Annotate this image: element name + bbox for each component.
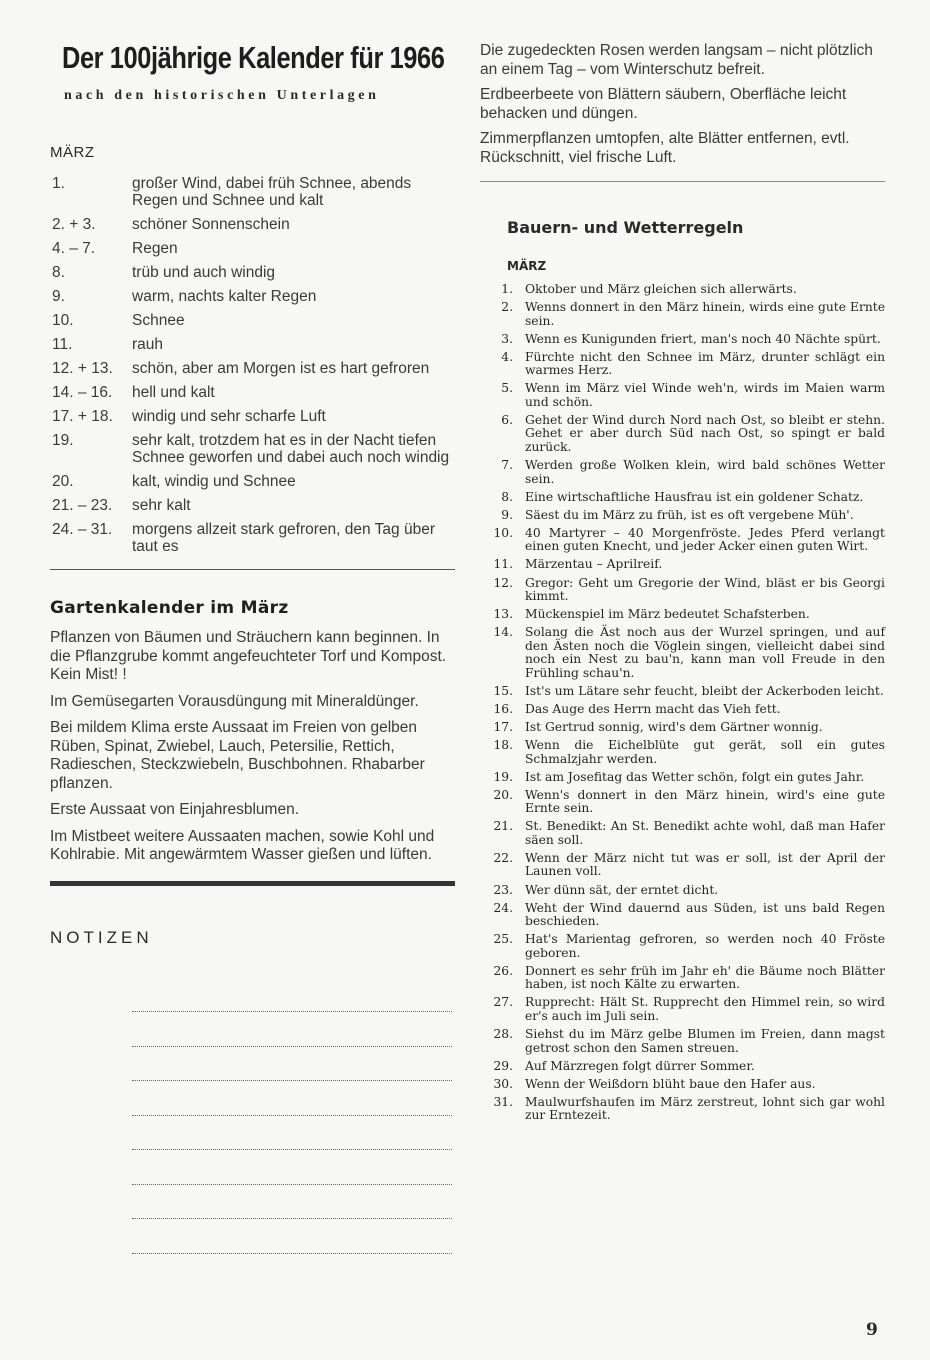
rule-number: 22.	[493, 850, 513, 865]
weather-row	[50, 264, 455, 281]
rule-item	[480, 996, 885, 1023]
rule-number: 21.	[493, 819, 513, 834]
rule-item	[480, 608, 885, 622]
weather-month-label: MÄRZ	[50, 144, 95, 161]
weather-date: 4. – 7.	[52, 240, 96, 257]
rule-number: 8.	[501, 489, 513, 504]
rule-number: 4.	[501, 349, 513, 364]
garden-paragraph: Bei mildem Klima erste Aussaat im Freien von gelben Rüben, Spinat, Zwiebel, Lauch, Petersilie, Rettich, Radieschen, Steckzwiebeln, Buschbohnen. Rhabarber pflanzen.	[50, 719, 425, 792]
notes-line[interactable]	[132, 1116, 452, 1151]
weather-date: 17. + 18.	[52, 408, 113, 425]
weather-row	[50, 408, 455, 425]
rule-number: 1.	[501, 282, 513, 296]
weather-date: 8.	[52, 264, 65, 281]
right-column	[480, 42, 885, 1127]
rule-text: Gregor: Geht um Gregorie der Wind, bläst er bis Georgi kimmt.	[525, 575, 885, 604]
weather-description: schöner Sonnenschein	[132, 216, 290, 233]
rule-item	[480, 491, 885, 505]
rule-number: 2.	[501, 300, 513, 315]
rule-text: Wenns donnert in den März hinein, wirds eine gute Ernte sein.	[525, 300, 885, 328]
weather-row	[50, 432, 455, 466]
rule-number: 15.	[493, 683, 513, 698]
rule-item	[480, 558, 885, 572]
rule-text: Gehet der Wind durch Nord nach Ost, so bleibt er stehn. Gehet er aber durch Süd nach Ost, so spingt er bald zurück.	[525, 412, 885, 454]
rules-title: Bauern- und Wetterregeln	[507, 218, 744, 237]
left-column	[50, 40, 455, 1254]
weather-date: 2. + 3.	[52, 216, 96, 233]
rule-text: Solang die Äst noch aus der Wurzel springen, und auf den Ästen noch die Vöglein singen, vielleicht dabei sind noch ein Nest zu bau'n, kann man voll Freude in den Frühling schau'n.	[525, 625, 885, 680]
intro-paragraph: Erdbeerbeete von Blättern säubern, Oberfläche leicht behacken und düngen.	[480, 86, 847, 122]
weather-date: 21. – 23.	[52, 497, 113, 514]
rule-text: 40 Martyrer – 40 Morgenfröste. Jedes Pferd verlangt einen guten Knecht, und jeder Acker einen guten Wirt.	[525, 525, 885, 554]
rule-number: 17.	[493, 720, 513, 734]
rule-text: Wenn's donnert in den März hinein, wird's eine gute Ernte sein.	[525, 787, 885, 816]
rule-text: Ist am Josefitag das Wetter schön, folgt ein gutes Jahr.	[525, 769, 865, 784]
rule-number: 27.	[493, 995, 513, 1010]
intro-paragraph: Die zugedeckten Rosen werden langsam – nicht plötzlich an einem Tag – vom Winterschutz befreit.	[480, 42, 873, 78]
weather-description: sehr kalt, trotzdem hat es in der Nacht tiefen Schnee geworfen und dabei auch noch windig	[132, 432, 450, 466]
rules-month-label: MÄRZ	[507, 259, 547, 273]
weather-row	[50, 216, 455, 233]
rule-number: 26.	[493, 963, 513, 978]
weather-row	[50, 336, 455, 353]
rules-list	[480, 283, 885, 1123]
notes-line[interactable]	[132, 1081, 452, 1116]
rule-item	[480, 1096, 885, 1123]
rule-item	[480, 626, 885, 680]
weather-date: 20.	[52, 473, 74, 490]
rule-text: Ist's um Lätare sehr feucht, bleibt der Ackerboden leicht.	[525, 683, 884, 698]
rule-text: Ist Gertrud sonnig, wird's dem Gärtner wonnig.	[525, 720, 823, 734]
weather-row	[50, 312, 455, 329]
rule-item	[480, 1060, 885, 1074]
rule-item	[480, 771, 885, 785]
weather-row	[50, 497, 455, 514]
rule-number: 24.	[493, 900, 513, 915]
weather-description: warm, nachts kalter Regen	[132, 288, 317, 305]
rule-number: 31.	[493, 1094, 513, 1109]
notes-line[interactable]	[132, 978, 452, 1013]
rule-item	[480, 414, 885, 455]
rule-text: Maulwurfshaufen im März zerstreut, lohnt sich gar wohl zur Erntezeit.	[525, 1094, 885, 1123]
rule-text: Werden große Wolken klein, wird bald schönes Wetter sein.	[525, 458, 885, 486]
rule-item	[480, 721, 885, 735]
rule-item	[480, 820, 885, 847]
notes-line[interactable]	[132, 1012, 452, 1047]
rule-number: 30.	[493, 1076, 513, 1091]
weather-table	[50, 175, 455, 555]
garden-paragraph: Im Mistbeet weitere Aussaaten machen, sowie Kohl und Kohlrabie. Mit angewärmtem Wasser gießen und lüften.	[50, 827, 435, 863]
rule-item	[480, 509, 885, 523]
rule-number: 3.	[501, 331, 513, 346]
notes-line[interactable]	[132, 1185, 452, 1220]
rule-item	[480, 1028, 885, 1055]
rule-text: Wenn der März nicht tut was er soll, ist der April der Launen voll.	[525, 850, 885, 879]
rule-number: 12.	[493, 575, 513, 590]
rule-text: Das Auge des Herrn macht das Vieh fett.	[525, 701, 781, 716]
rule-number: 28.	[493, 1027, 513, 1042]
rule-number: 10.	[493, 525, 513, 540]
rule-item	[480, 301, 885, 328]
weather-date: 24. – 31.	[52, 521, 113, 538]
rule-text: Säest du im März zu früh, ist es oft vergebene Müh'.	[525, 507, 854, 522]
rule-item	[480, 739, 885, 766]
weather-date: 1.	[52, 175, 65, 192]
weather-date: 10.	[52, 312, 74, 329]
weather-row	[50, 473, 455, 490]
weather-row	[50, 384, 455, 401]
rule-item	[480, 789, 885, 816]
rule-text: Wenn die Eichelblüte gut gerät, soll ein gutes Schmalzjahr werden.	[525, 738, 885, 766]
rule-item	[480, 283, 885, 297]
rule-item	[480, 351, 885, 378]
weather-date: 9.	[52, 288, 65, 305]
weather-row	[50, 240, 455, 257]
page-subtitle: nach den historischen Unterlagen	[64, 88, 380, 103]
rule-number: 18.	[493, 738, 513, 753]
page-title: Der 100jährige Kalender für 1966	[62, 40, 445, 75]
rule-item	[480, 382, 885, 409]
rule-number: 9.	[501, 507, 513, 522]
rule-item	[480, 685, 885, 699]
notes-title: NOTIZEN	[50, 927, 153, 947]
weather-row	[50, 521, 455, 555]
intro-paragraph: Zimmerpflanzen umtopfen, alte Blätter entfernen, evtl. Rückschnitt, viel frische Luft.	[480, 130, 850, 166]
rule-number: 14.	[493, 625, 513, 640]
weather-row	[50, 175, 455, 209]
weather-date: 11.	[52, 336, 73, 353]
rule-item	[480, 965, 885, 992]
rule-text: Donnert es sehr früh im Jahr eh' die Bäume noch Blätter haben, ist noch Kälte zu erwarten.	[525, 963, 885, 992]
intro-text	[480, 42, 885, 167]
page-number: 9	[866, 1320, 878, 1340]
weather-description: windig und sehr scharfe Luft	[132, 408, 326, 425]
rule-text: St. Benedikt: An St. Benedikt achte wohl, daß man Hafer säen soll.	[525, 819, 885, 847]
rule-text: Wenn es Kunigunden friert, man's noch 40 Nächte spürt.	[525, 331, 881, 346]
notes-line[interactable]	[132, 1047, 452, 1082]
garden-title: Gartenkalender im März	[50, 598, 289, 618]
rule-text: Rupprecht: Hält St. Rupprecht den Himmel rein, so wird er's auch im Juli sein.	[525, 995, 885, 1023]
rule-item	[480, 902, 885, 929]
rule-item	[480, 703, 885, 717]
weather-date: 14. – 16.	[52, 384, 113, 401]
weather-divider	[50, 569, 455, 570]
notes-lines	[132, 978, 452, 1254]
rule-text: Eine wirtschaftliche Hausfrau ist ein goldener Schatz.	[525, 489, 864, 504]
rule-number: 20.	[493, 787, 513, 802]
rule-text: Wer dünn sät, der erntet dicht.	[525, 882, 719, 897]
garden-divider	[50, 881, 455, 886]
weather-row	[50, 360, 455, 377]
rule-number: 25.	[493, 932, 513, 947]
rule-item	[480, 884, 885, 898]
rule-text: Oktober und März gleichen sich allerwärts.	[525, 282, 797, 296]
rule-number: 6.	[501, 412, 513, 427]
rule-number: 5.	[501, 381, 513, 396]
weather-description: kalt, windig und Schnee	[132, 473, 296, 490]
weather-description: großer Wind, dabei früh Schnee, abends Regen und Schnee und kalt	[132, 175, 412, 209]
rule-item	[480, 459, 885, 486]
weather-description: morgens allzeit stark gefroren, den Tag über taut es	[132, 521, 435, 555]
rule-text: Weht der Wind dauernd aus Süden, ist uns bald Regen beschieden.	[525, 900, 885, 929]
rule-text: Mückenspiel im März bedeutet Schafsterben.	[525, 607, 810, 622]
weather-description: rauh	[132, 336, 164, 353]
rule-item	[480, 527, 885, 554]
garden-paragraph: Pflanzen von Bäumen und Sträuchern kann beginnen. In die Pflanzgrube kommt angefeuchteter Torf und Kompost. Kein Mist! !	[50, 629, 447, 683]
garden-paragraph: Im Gemüsegarten Vorausdüngung mit Mineraldünger.	[50, 692, 419, 710]
weather-row	[50, 288, 455, 305]
garden-paragraph: Erste Aussaat von Einjahresblumen.	[50, 801, 299, 818]
rule-number: 7.	[501, 458, 513, 473]
weather-date: 19.	[52, 432, 74, 449]
rule-text: Fürchte nicht den Schnee im März, drunter schlägt ein warmes Herz.	[525, 349, 885, 378]
rule-item	[480, 933, 885, 960]
rule-text: Märzentau – Aprilreif.	[525, 557, 663, 572]
garden-text	[50, 629, 455, 865]
weather-description: schön, aber am Morgen ist es hart gefroren	[132, 360, 430, 377]
rule-text: Auf Märzregen folgt dürrer Sommer.	[525, 1058, 755, 1073]
weather-description: hell und kalt	[132, 384, 215, 401]
notes-line[interactable]	[132, 1219, 452, 1254]
rule-number: 29.	[493, 1058, 513, 1073]
rule-text: Hat's Marientag gefroren, so werden noch 40 Fröste geboren.	[525, 932, 885, 960]
rule-item	[480, 852, 885, 879]
rule-number: 11.	[493, 557, 513, 572]
rule-text: Siehst du im März gelbe Blumen im Freien, dann magst getrost schon den Samen streuen.	[525, 1027, 885, 1055]
notes-line[interactable]	[132, 1150, 452, 1185]
rule-number: 16.	[493, 701, 513, 716]
weather-description: Schnee	[132, 312, 185, 329]
rule-item	[480, 333, 885, 347]
intro-divider	[480, 181, 885, 182]
rule-text: Wenn der Weißdorn blüht baue den Hafer aus.	[525, 1076, 816, 1091]
rule-number: 19.	[493, 769, 513, 784]
weather-date: 12. + 13.	[52, 360, 113, 377]
rule-item	[480, 577, 885, 604]
rule-text: Wenn im März viel Winde weh'n, wirds im Maien warm und schön.	[525, 381, 885, 409]
rule-number: 13.	[493, 607, 513, 622]
weather-description: sehr kalt	[132, 497, 191, 514]
weather-description: Regen	[132, 240, 178, 257]
rule-number: 23.	[493, 882, 513, 897]
weather-description: trüb und auch windig	[132, 264, 276, 281]
rule-item	[480, 1078, 885, 1092]
